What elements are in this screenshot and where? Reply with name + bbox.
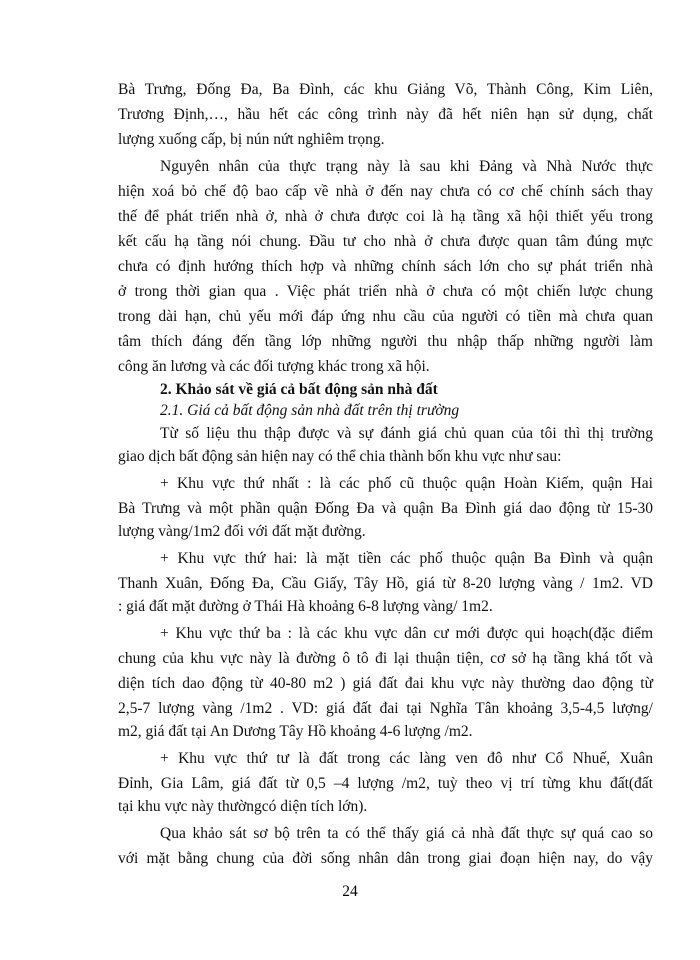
text-line: chưa có định hướng thích hợp và những chính sách lớn cho sự phát triển nhà xyxy=(118,258,653,275)
text-line: diện tích dao động từ 40-80 m2 ) giá đất đai khu vực này thường dao động từ xyxy=(118,675,653,692)
page-number: 24 xyxy=(342,883,358,900)
text-line: trong dài hạn, chủ yếu mới đáp ứng nhu cầu của người có tiền mà chưa quan xyxy=(118,308,653,325)
text-line: Trương Định,…, hầu hết các công trình này đã hết niên hạn sử dụng, chất xyxy=(118,106,653,123)
text-line: với mặt bằng chung của đời sống nhân dân trong giai đoạn hiện nay, do vậy xyxy=(118,850,653,867)
text-line: + Khu vực thứ ba : là các khu vực dân cư mới được qui hoạch(đặc điểm xyxy=(160,625,653,642)
text-line: lượng vàng/1m2 đối với đất mặt đường. xyxy=(118,523,366,540)
text-line: m2, giá đất tại An Dương Tây Hồ khoảng 4-6 lượng /m2. xyxy=(118,723,473,740)
text-line: tâm thích đáng đến tầng lớp những người thu nhập thấp những người làm xyxy=(118,333,653,350)
text-line: + Khu vực thứ nhất : là các phố cũ thuộc quận Hoàn Kiếm, quận Hai xyxy=(160,475,653,492)
text-line: Đỉnh, Gia Lâm, giá đất từ 0,5 –4 lượng /m2, tuỳ theo vị trí từng khu đất(đất xyxy=(118,775,653,792)
text-line: 2,5-7 lượng vàng /1m2 . VD: giá đất đai tại Nghĩa Tân khoảng 3,5-4,5 lượng/ xyxy=(118,700,653,717)
text-line: Bà Trưng, Đống Đa, Ba Đình, các khu Giảng Võ, Thành Công, Kim Liên, xyxy=(118,81,653,98)
text-line: giao dịch bất động sản hiện nay có thể chia thành bốn khu vực như sau: xyxy=(118,448,562,465)
text-line: ở trong thời gian qua . Việc phát triển nhà ở chưa có một chiến lược chung xyxy=(118,283,653,300)
text-line: Nguyên nhân của thực trạng này là sau khi Đảng và Nhà Nước thực xyxy=(160,158,653,175)
text-line: kết cấu hạ tầng nói chung. Đầu tư cho nhà ở chưa được quan tâm đúng mực xyxy=(118,233,653,250)
text-line: : giá đất mặt đường ở Thái Hà khoảng 6-8 lượng vàng/ 1m2. xyxy=(118,598,493,615)
text-line: Qua khảo sát sơ bộ trên ta có thể thấy giá cả nhà đất thực sự quá cao so xyxy=(160,825,653,842)
text-line: chung của khu vực này là đường ô tô đi lại thuận tiện, cơ sở hạ tầng khá tốt và xyxy=(118,650,653,667)
text-line: lượng xuống cấp, bị nún nứt nghiêm trọng. xyxy=(118,131,385,148)
text-line: + Khu vực thứ hai: là mặt tiền các phố thuộc quận Ba Đình và quận xyxy=(160,550,653,567)
text-line: thế để phát triển nhà ở, nhà ở chưa được coi là hạ tầng xã hội thiết yếu trong xyxy=(118,208,653,225)
text-line: Từ số liệu thu thập được và sự đánh giá chủ quan của tôi thì thị trường xyxy=(160,425,653,442)
text-line: Bà Trưng và một phần quận Đống Đa và quận Ba Đình giá dao động từ 15-30 xyxy=(118,500,653,517)
text-line: tại khu vực này thườngcó diện tích lớn). xyxy=(118,798,368,815)
subsection-heading: 2.1. Giá cả bất động sản nhà đất trên thị trường xyxy=(160,402,460,419)
text-line: hiện xoá bỏ chế độ bao cấp về nhà ở đến nay chưa có cơ chế chính sách thay xyxy=(118,183,653,200)
section-heading: 2. Khảo sát về giá cả bất động sản nhà đất xyxy=(160,381,438,398)
text-line: công ăn lương và các đối tượng khác trong xã hội. xyxy=(118,358,430,375)
text-line: + Khu vực thứ tư là đất trong các làng ven đô như Cổ Nhuế, Xuân xyxy=(160,750,653,767)
text-line: Thanh Xuân, Đống Đa, Cầu Giấy, Tây Hồ, giá từ 8-20 lượng vàng / 1m2. VD xyxy=(118,575,653,592)
